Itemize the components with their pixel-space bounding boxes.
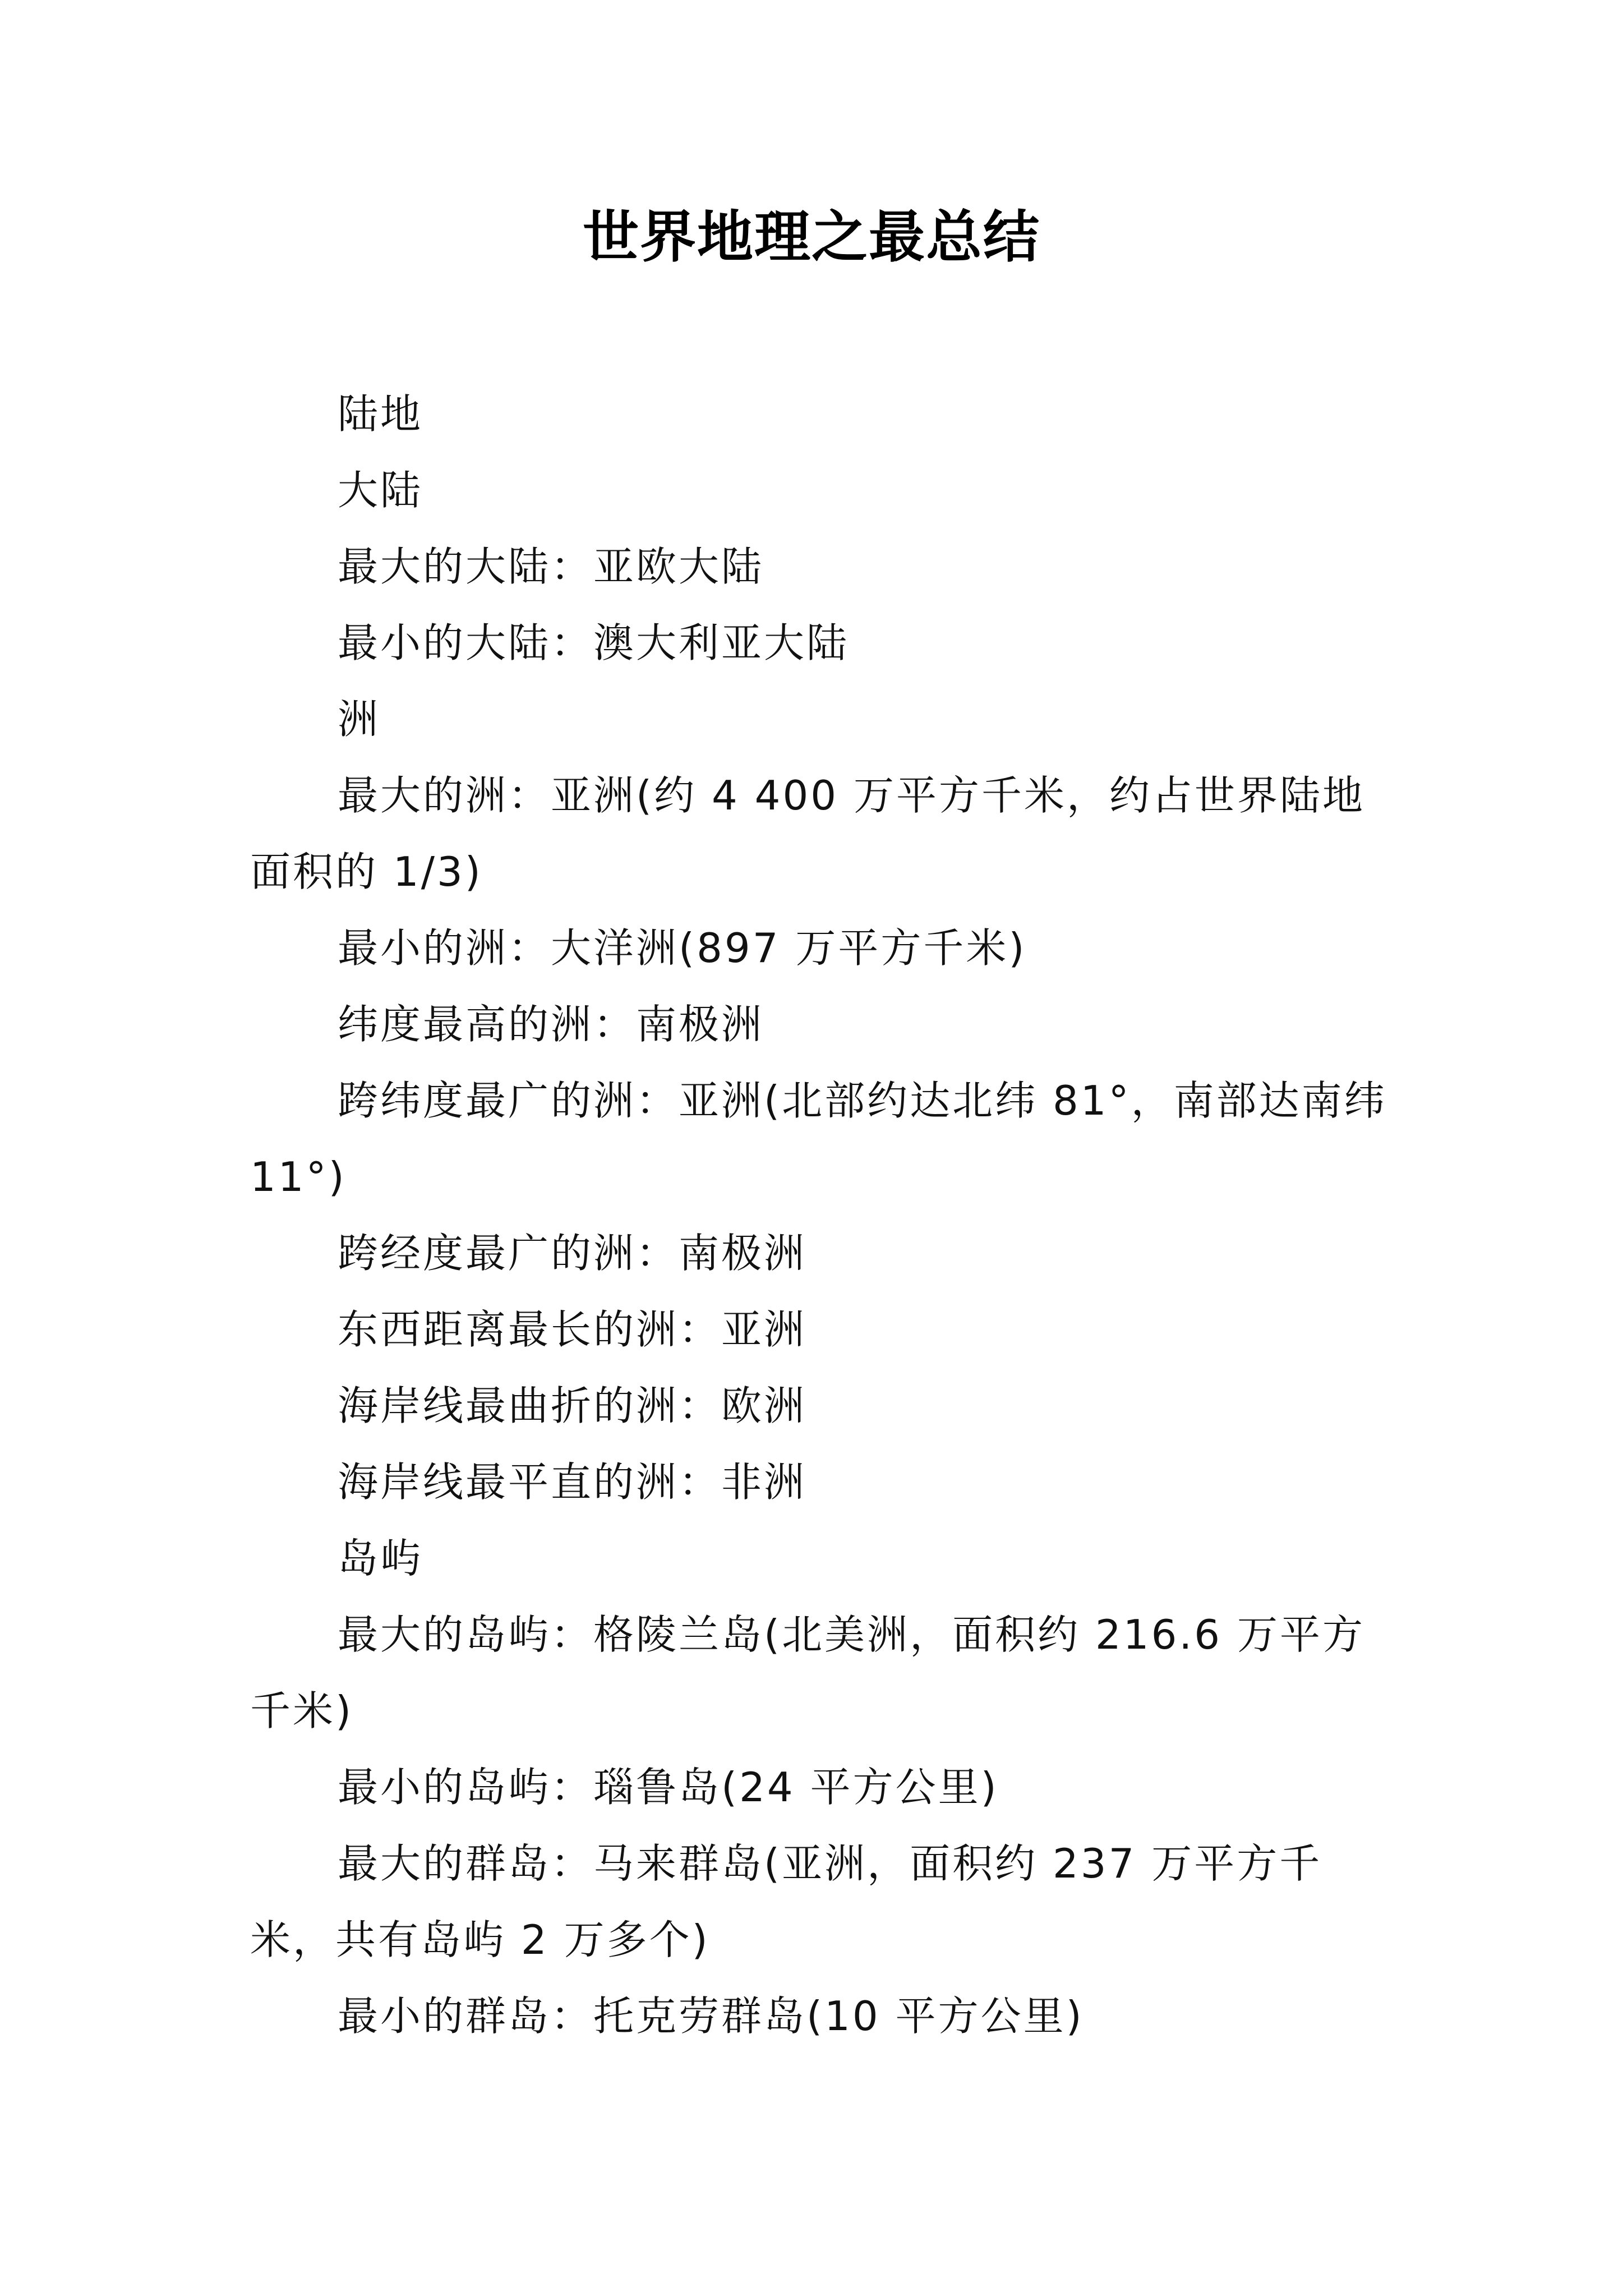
paragraph-largest-archipelago: 最大的群岛：马来群岛(亚洲，面积约 237 万平方千米，共有岛屿 2 万多个) — [250, 1840, 1322, 1963]
paragraph-largest-zhou: 最大的洲：亚洲(约 4 400 万平方千米，约占世界陆地面积的 1/3) — [250, 772, 1365, 895]
paragraph-straightest-coast-zhou: 海岸线最平直的洲：非洲 — [338, 1458, 807, 1506]
section-heading-land: 陆地 — [338, 390, 423, 438]
paragraph-most-winding-coast-zhou: 海岸线最曲折的洲：欧洲 — [338, 1382, 807, 1429]
paragraph-smallest-archipelago: 最小的群岛：托克劳群岛(10 平方公里) — [338, 1993, 1084, 2040]
paragraph-smallest-continent: 最小的大陆：澳大利亚大陆 — [338, 619, 850, 666]
paragraph-widest-latitude-zhou: 跨纬度最广的洲：亚洲(北部约达北纬 81°，南部达南纬 11°) — [250, 1077, 1387, 1200]
paragraph-smallest-zhou: 最小的洲：大洋洲(897 万平方千米) — [338, 924, 1027, 972]
subsection-heading-continents: 大陆 — [338, 467, 423, 514]
subsection-heading-islands: 岛屿 — [338, 1535, 423, 1582]
paragraph-largest-island: 最大的岛屿：格陵兰岛(北美洲，面积约 216.6 万平方千米) — [250, 1611, 1365, 1734]
paragraph-largest-continent: 最大的大陆：亚欧大陆 — [338, 543, 764, 590]
paragraph-longest-east-west-zhou: 东西距离最长的洲：亚洲 — [338, 1306, 807, 1353]
paragraph-highest-latitude-zhou: 纬度最高的洲：南极洲 — [338, 1001, 764, 1048]
paragraph-smallest-island: 最小的岛屿：瑙鲁岛(24 平方公里) — [338, 1764, 999, 1811]
document-body — [250, 376, 1389, 2054]
paragraph-widest-longitude-zhou: 跨经度最广的洲：南极洲 — [338, 1230, 807, 1277]
document-title: 世界地理之最总结 — [583, 204, 1040, 270]
subsection-heading-zhou: 洲 — [338, 696, 381, 743]
